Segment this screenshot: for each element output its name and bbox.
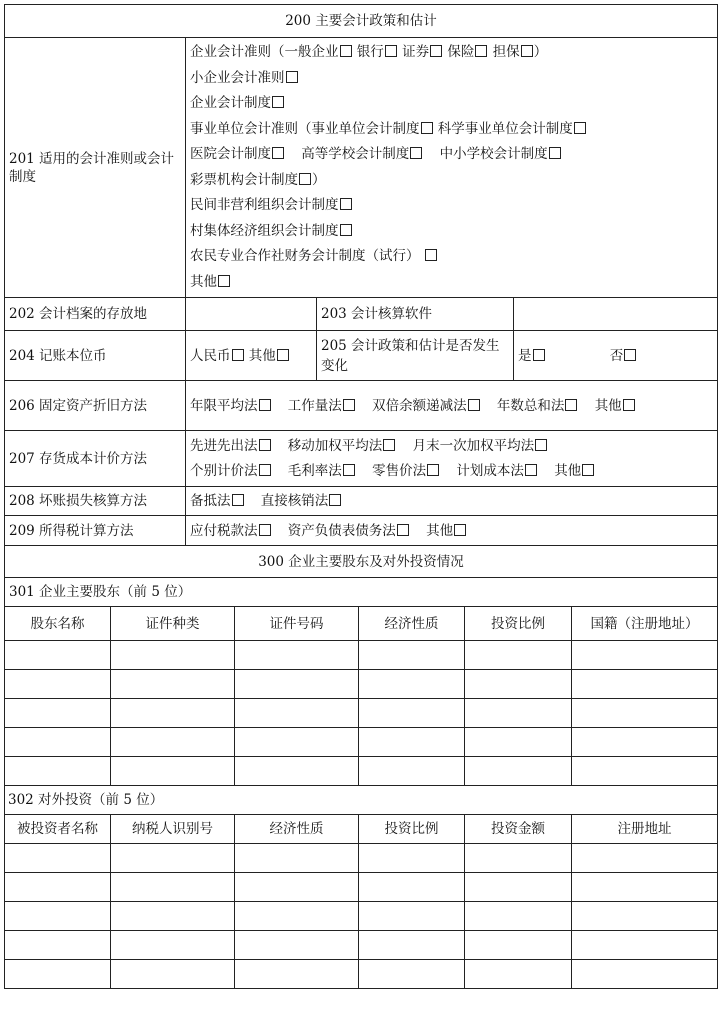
table-row — [5, 757, 718, 786]
col-header: 被投资者名称 — [5, 815, 111, 844]
checkbox-enterprise-system[interactable] — [272, 96, 284, 108]
table-cell[interactable] — [111, 960, 235, 989]
col-header: 投资比例 — [359, 815, 465, 844]
checkbox-other-inventory[interactable] — [582, 464, 594, 476]
opt-other-income-tax: 其他 — [426, 522, 454, 539]
table-cell[interactable] — [465, 641, 572, 670]
opt-straight-line: 年限平均法 — [190, 397, 258, 414]
row-204-label: 204 记账本位币 — [5, 331, 186, 381]
opt-guarantee: 担保 — [492, 44, 520, 60]
opt-sum-of-years: 年数总和法 — [496, 397, 565, 414]
opt-cooperative: 农民专业合作社财务会计制度（试行） — [190, 248, 420, 264]
table-cell[interactable] — [359, 757, 465, 786]
table-row — [5, 728, 718, 757]
table-cell[interactable] — [5, 699, 111, 728]
row-203-value[interactable] — [514, 298, 718, 331]
row-207-label: 207 存货成本计价方法 — [5, 431, 186, 487]
table-cell[interactable] — [572, 670, 718, 699]
table-cell[interactable] — [111, 641, 235, 670]
opt-specific: 个别计价法 — [190, 462, 258, 479]
row-201-label: 201 适用的会计准则或会计制度 — [5, 38, 186, 298]
checkbox-other-depreciation[interactable] — [623, 399, 635, 411]
row-208-label: 208 坏账损失核算方法 — [5, 487, 186, 516]
row-206-options — [186, 381, 718, 431]
opt-insurance: 保险 — [447, 44, 475, 60]
table-row — [5, 699, 718, 728]
opt-other-inventory: 其他 — [554, 462, 582, 479]
opt-allowance: 备抵法 — [190, 493, 231, 509]
checkbox-small-enterprise[interactable] — [286, 71, 298, 83]
opt-small-enterprise: 小企业会计准则 — [190, 69, 285, 86]
table-cell[interactable] — [111, 699, 235, 728]
checkbox-double-declining[interactable] — [468, 399, 480, 411]
row-204-options — [186, 331, 317, 381]
table-row — [5, 670, 718, 699]
table-cell[interactable] — [5, 931, 111, 960]
table-cell[interactable] — [359, 873, 465, 902]
table-cell[interactable] — [5, 844, 111, 873]
table-cell[interactable] — [5, 873, 111, 902]
opt-school: 中小学校会计制度 — [439, 146, 548, 162]
table-cell[interactable] — [572, 757, 718, 786]
table-cell[interactable] — [111, 931, 235, 960]
table-row — [5, 873, 718, 902]
opt-other: 其他 — [190, 273, 217, 290]
shareholders-table — [4, 606, 718, 989]
checkbox-institution-system[interactable] — [421, 122, 433, 134]
checkbox-rmb[interactable] — [232, 349, 244, 361]
table-cell[interactable] — [572, 641, 718, 670]
opt-science-institution: 科学事业单位会计制度 — [437, 120, 573, 137]
table-cell[interactable] — [465, 902, 572, 931]
table-cell[interactable] — [235, 757, 359, 786]
opt-rmb: 人民币 — [190, 347, 231, 364]
checkbox-tax-payable[interactable] — [259, 524, 271, 536]
table-cell[interactable] — [235, 960, 359, 989]
table-cell[interactable] — [359, 931, 465, 960]
checkbox-straight-line[interactable] — [259, 399, 271, 411]
table-cell[interactable] — [572, 873, 718, 902]
table-row — [5, 641, 718, 670]
opt-tax-payable: 应付税款法 — [190, 522, 258, 539]
table-cell[interactable] — [5, 641, 111, 670]
opt-fifo: 先进先出法 — [190, 437, 258, 454]
paren-close: ） — [533, 44, 548, 60]
row-208-options — [186, 487, 718, 516]
checkbox-monthly-average[interactable] — [535, 439, 547, 451]
section-302-title: 302 对外投资（前 5 位） — [5, 786, 718, 815]
table-row — [5, 960, 718, 989]
col-header: 国籍（注册地址） — [572, 607, 718, 641]
table-cell[interactable] — [465, 670, 572, 699]
checkbox-guarantee[interactable] — [521, 45, 533, 57]
checkbox-moving-average[interactable] — [383, 439, 395, 451]
table-row — [5, 844, 718, 873]
checkbox-general-enterprise[interactable] — [340, 45, 352, 57]
table-cell[interactable] — [235, 670, 359, 699]
opt-institution: 事业单位会计准则（事业单位会计制度 — [190, 120, 420, 137]
table-cell[interactable] — [572, 728, 718, 757]
table-cell[interactable] — [235, 728, 359, 757]
table-cell[interactable] — [5, 670, 111, 699]
table-cell[interactable] — [359, 670, 465, 699]
opt-nonprofit: 民间非营利组织会计制度 — [190, 197, 339, 213]
table-cell[interactable] — [5, 757, 111, 786]
table-cell[interactable] — [359, 902, 465, 931]
checkbox-university[interactable] — [410, 147, 422, 159]
table-row — [5, 931, 718, 960]
row-205-label: 205 会计政策和估计是否发生变化 — [317, 331, 514, 381]
table-cell[interactable] — [235, 844, 359, 873]
table-cell[interactable] — [572, 931, 718, 960]
checkbox-cooperative[interactable] — [425, 249, 437, 261]
checkbox-school[interactable] — [549, 147, 561, 159]
opt-monthly-average: 月末一次加权平均法 — [412, 437, 535, 454]
checkbox-fifo[interactable] — [259, 439, 271, 451]
col-header: 纳税人识别号 — [111, 815, 235, 844]
col-header: 投资比例 — [465, 607, 572, 641]
paren-close-2: ） — [312, 171, 326, 188]
checkbox-other-currency[interactable] — [277, 349, 289, 361]
tax-form-sheet — [4, 4, 717, 989]
opt-no: 否 — [609, 347, 624, 364]
table-cell[interactable] — [465, 757, 572, 786]
opt-other-depreciation: 其他 — [594, 397, 622, 414]
checkbox-retail-price[interactable] — [427, 464, 439, 476]
row-202-label: 202 会计档案的存放地 — [5, 298, 186, 331]
table-cell[interactable] — [235, 699, 359, 728]
table-cell[interactable] — [572, 960, 718, 989]
section-200-title: 200 主要会计政策和估计 — [5, 5, 718, 38]
checkbox-other-standard[interactable] — [218, 275, 230, 287]
table-cell[interactable] — [465, 873, 572, 902]
section-300-title: 300 企业主要股东及对外投资情况 — [5, 546, 718, 578]
col-header: 注册地址 — [572, 815, 718, 844]
checkbox-gross-margin[interactable] — [343, 464, 355, 476]
opt-retail-price: 零售价法 — [372, 462, 427, 479]
opt-enterprise-system: 企业会计制度 — [190, 95, 271, 111]
checkbox-allowance[interactable] — [232, 494, 244, 506]
row-209-options — [186, 516, 718, 546]
opt-gross-margin: 毛利率法 — [287, 462, 342, 479]
col-header: 证件种类 — [111, 607, 235, 641]
opt-enterprise-standard: 企业会计准则（一般企业 — [190, 44, 339, 60]
col-header: 证件号码 — [235, 607, 359, 641]
col-header: 股东名称 — [5, 607, 111, 641]
checkbox-balance-sheet-liability[interactable] — [397, 524, 409, 536]
opt-planned-cost: 计划成本法 — [456, 462, 524, 479]
table-cell[interactable] — [5, 902, 111, 931]
checkbox-other-income-tax[interactable] — [454, 524, 466, 536]
checkbox-sum-of-years[interactable] — [565, 399, 577, 411]
table-cell[interactable] — [5, 960, 111, 989]
table-cell[interactable] — [465, 960, 572, 989]
investments-header-row — [5, 815, 718, 844]
row-202-value[interactable] — [186, 298, 317, 331]
opt-securities: 证券 — [402, 44, 430, 60]
table-cell[interactable] — [111, 757, 235, 786]
table-cell[interactable] — [359, 960, 465, 989]
row-201-options — [186, 38, 718, 298]
table-cell[interactable] — [111, 728, 235, 757]
table-cell[interactable] — [465, 699, 572, 728]
checkbox-securities[interactable] — [430, 45, 442, 57]
table-cell[interactable] — [572, 844, 718, 873]
opt-balance-sheet-liability: 资产负债表债务法 — [287, 522, 396, 539]
table-cell[interactable] — [111, 873, 235, 902]
table-row — [5, 902, 718, 931]
shareholders-header-row — [5, 607, 718, 641]
checkbox-village-collective[interactable] — [340, 224, 352, 236]
table-cell[interactable] — [111, 670, 235, 699]
col-header: 经济性质 — [359, 607, 465, 641]
checkbox-planned-cost[interactable] — [525, 464, 537, 476]
checkbox-specific[interactable] — [259, 464, 271, 476]
table-cell[interactable] — [235, 641, 359, 670]
table-cell[interactable] — [359, 699, 465, 728]
checkbox-no[interactable] — [624, 349, 636, 361]
opt-other-currency: 其他 — [248, 347, 276, 364]
checkbox-workload[interactable] — [343, 399, 355, 411]
row-206-label: 206 固定资产折旧方法 — [5, 381, 186, 431]
col-header: 投资金额 — [465, 815, 572, 844]
table-cell[interactable] — [111, 844, 235, 873]
opt-university: 高等学校会计制度 — [301, 146, 410, 162]
col-header: 经济性质 — [235, 815, 359, 844]
opt-double-declining: 双倍余额递减法 — [372, 397, 467, 414]
checkbox-yes[interactable] — [533, 349, 545, 361]
checkbox-direct-writeoff[interactable] — [329, 494, 341, 506]
table-cell[interactable] — [465, 844, 572, 873]
table-cell[interactable] — [572, 699, 718, 728]
checkbox-insurance[interactable] — [475, 45, 487, 57]
table-cell[interactable] — [235, 931, 359, 960]
table-cell[interactable] — [235, 902, 359, 931]
checkbox-science-institution[interactable] — [574, 122, 586, 134]
table-cell[interactable] — [359, 728, 465, 757]
opt-hospital: 医院会计制度 — [190, 146, 271, 162]
row-207-options — [186, 431, 718, 487]
opt-bank: 银行 — [356, 44, 384, 60]
opt-lottery: 彩票机构会计制度 — [190, 171, 298, 188]
row-203-label: 203 会计核算软件 — [317, 298, 514, 331]
checkbox-bank[interactable] — [385, 45, 397, 57]
table-cell[interactable] — [359, 641, 465, 670]
opt-yes: 是 — [518, 347, 532, 364]
checkbox-lottery[interactable] — [299, 173, 311, 185]
table-cell[interactable] — [111, 902, 235, 931]
table-cell[interactable] — [465, 728, 572, 757]
row-209-label: 209 所得税计算方法 — [5, 516, 186, 546]
opt-village-collective: 村集体经济组织会计制度 — [190, 222, 339, 239]
table-cell[interactable] — [235, 873, 359, 902]
form-table — [4, 4, 718, 607]
checkbox-hospital[interactable] — [272, 147, 284, 159]
section-301-title: 301 企业主要股东（前 5 位） — [5, 578, 718, 607]
checkbox-nonprofit[interactable] — [340, 198, 352, 210]
table-cell[interactable] — [572, 902, 718, 931]
opt-moving-average: 移动加权平均法 — [287, 437, 383, 454]
table-cell[interactable] — [359, 844, 465, 873]
opt-workload: 工作量法 — [287, 397, 342, 414]
row-205-options — [514, 331, 718, 381]
opt-direct-writeoff: 直接核销法 — [260, 493, 329, 509]
table-cell[interactable] — [465, 931, 572, 960]
table-cell[interactable] — [5, 728, 111, 757]
